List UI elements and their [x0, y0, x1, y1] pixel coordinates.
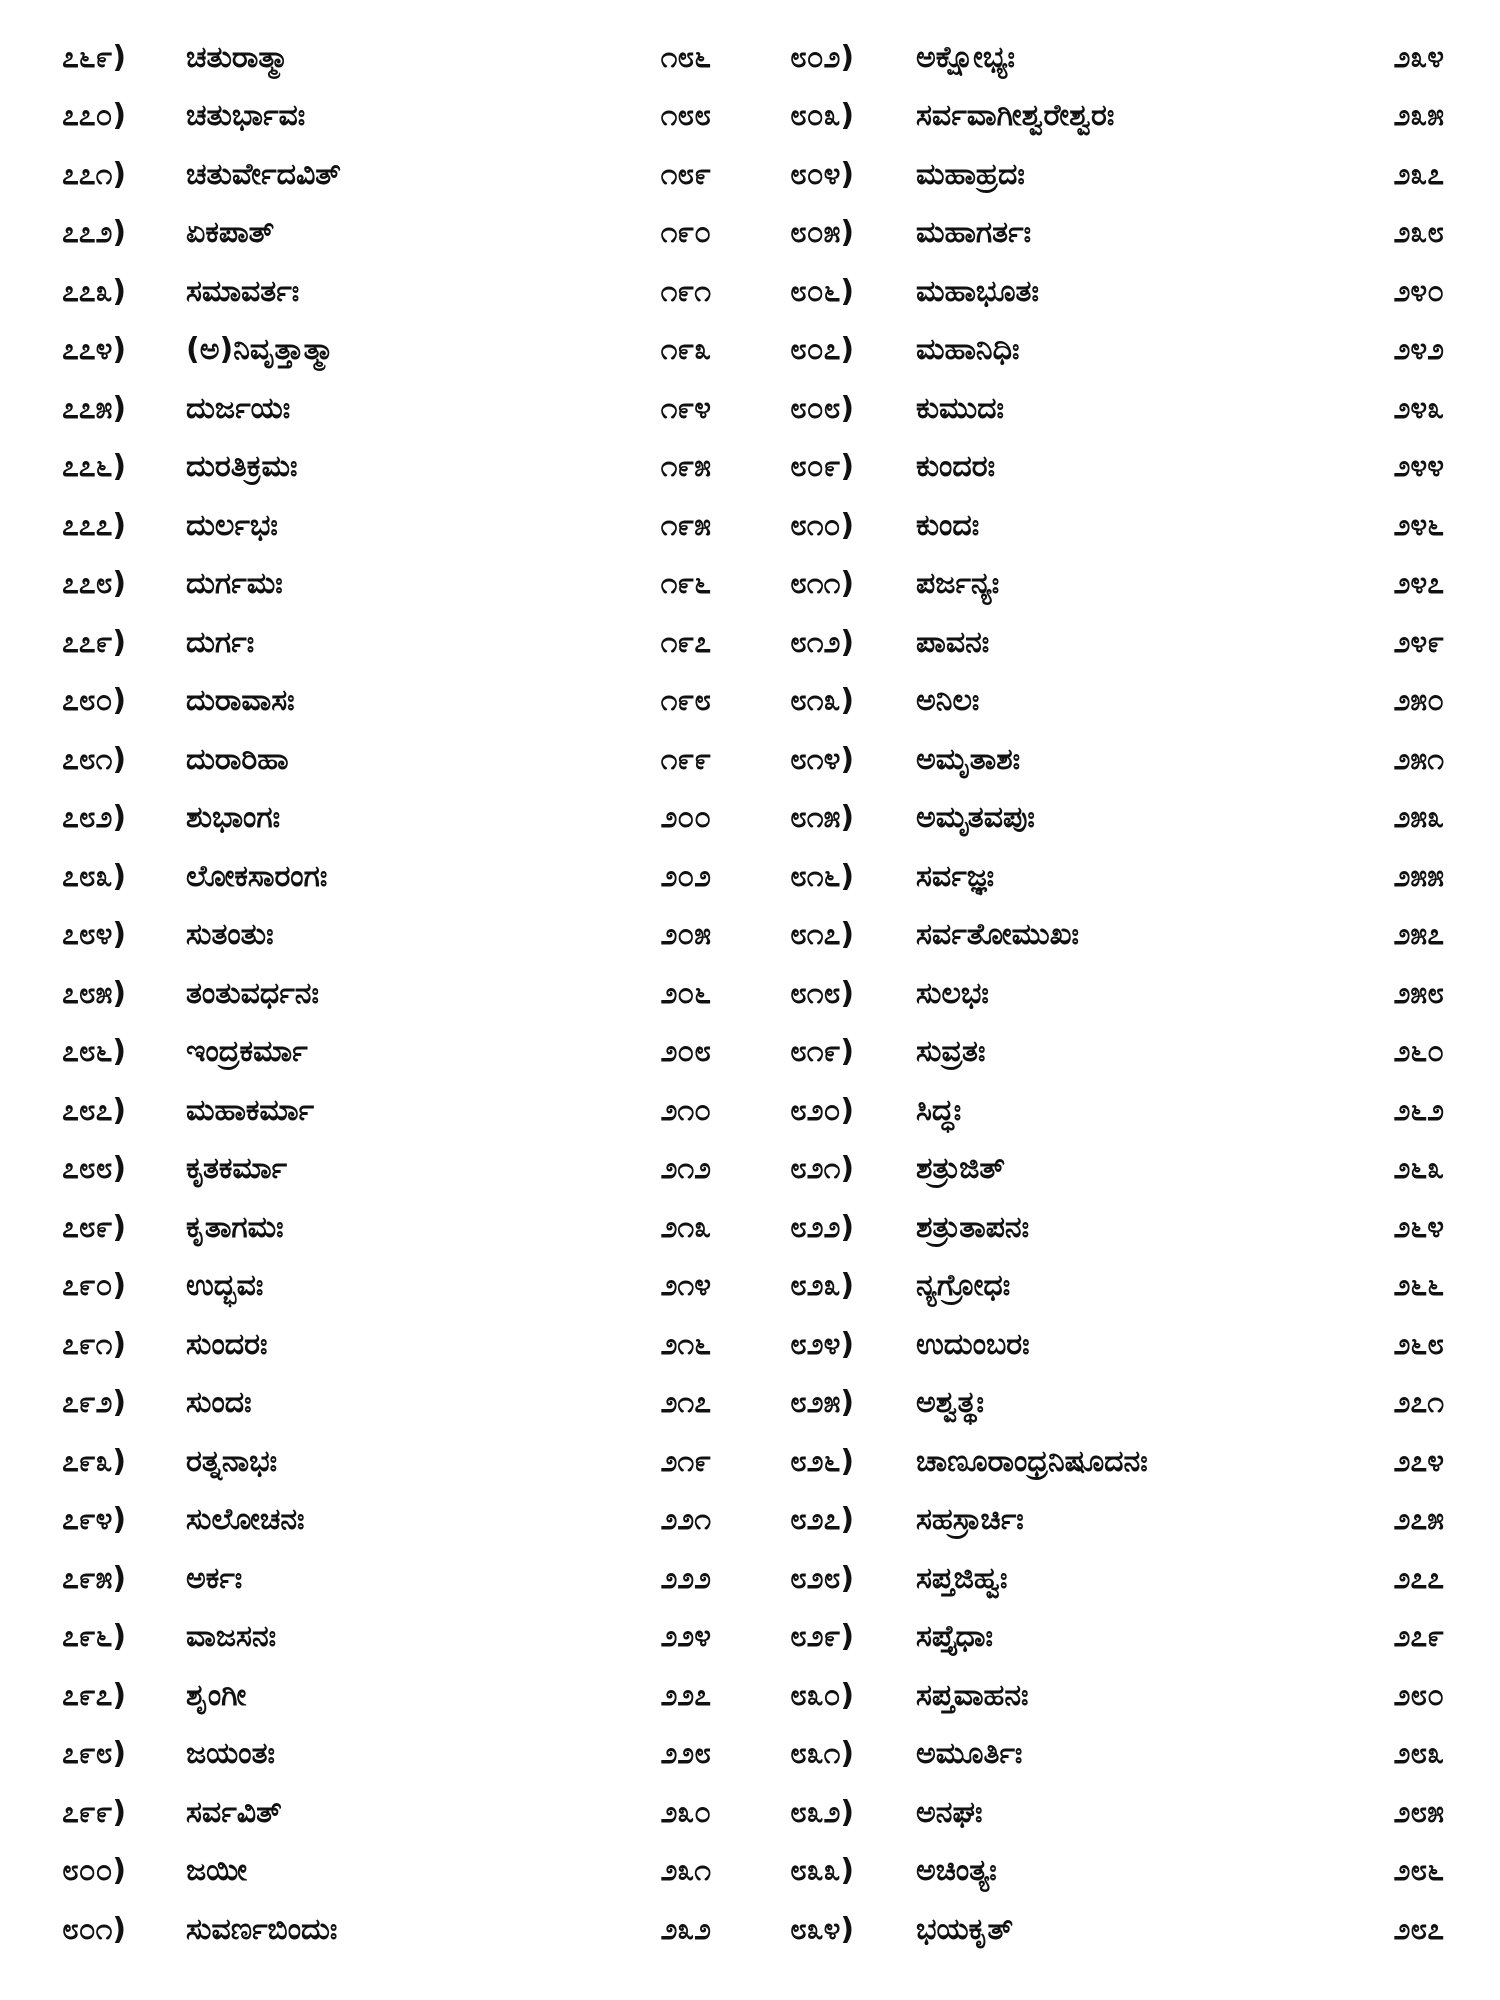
index-row — [62, 613, 742, 672]
index-row — [62, 1081, 742, 1140]
index-row — [790, 1783, 1460, 1842]
index-row — [62, 1198, 742, 1257]
index-row — [62, 1900, 742, 1959]
entry-number: ೭೯೪) — [62, 1502, 127, 1538]
entry-name: ಜಯೀ — [186, 1853, 248, 1889]
index-row — [62, 1666, 742, 1725]
entry-name: ಶತ್ರುತಾಪನಃ — [916, 1209, 1030, 1245]
entry-name: ಸಪ್ತೈಧಾಃ — [916, 1619, 993, 1655]
page-number: ೧೯೫ — [660, 507, 711, 543]
entry-number: ೭೮೦) — [62, 683, 127, 719]
entry-number: ೮೧೯) — [790, 1034, 855, 1070]
entry-number: ೭೮೫) — [62, 975, 127, 1011]
page-number: ೨೬೪ — [1393, 1209, 1444, 1245]
entry-name: ಪರ್ಜನ್ಯಃ — [916, 566, 1000, 602]
entry-name: ದುರ್ಗಃ — [186, 624, 255, 660]
page-number: ೨೪೦ — [1393, 273, 1444, 309]
entry-number: ೭೭೯) — [62, 624, 127, 660]
entry-name: ಸುಂದರಃ — [186, 1326, 268, 1362]
entry-number: ೭೮೮) — [62, 1151, 127, 1187]
page-number: ೨೬೦ — [1393, 1034, 1444, 1070]
entry-number: ೮೨೧) — [790, 1151, 855, 1187]
entry-name: ತಂತುವರ್ಧನಃ — [186, 975, 319, 1011]
entry-name: ಲೋಕಸಾರಂಗಃ — [186, 858, 328, 894]
entry-number: ೭೬೯) — [62, 39, 127, 75]
entry-number: ೮೧೬) — [790, 858, 855, 894]
page-number: ೨೩೨ — [660, 1911, 711, 1947]
page-number: ೨೭೭ — [1393, 1560, 1444, 1596]
page-number: ೧೯೮ — [660, 683, 711, 719]
page-number: ೨೫೭ — [1393, 917, 1444, 953]
entry-number: ೮೦೭) — [790, 332, 855, 368]
entry-name: ದುರಾವಾಸಃ — [186, 683, 295, 719]
page-number: ೨೪೩ — [1393, 390, 1444, 426]
entry-number: ೭೭೬) — [62, 449, 127, 485]
entry-number: ೮೨೯) — [790, 1619, 855, 1655]
index-row — [790, 1315, 1460, 1374]
entry-name: ಶೃಂಗೀ — [186, 1677, 247, 1713]
entry-name: ಇಂದ್ರಕರ್ಮಾ — [186, 1034, 308, 1070]
right-column — [790, 28, 1460, 1959]
index-row — [790, 1198, 1460, 1257]
page-number: ೨೨೨ — [660, 1560, 711, 1596]
entry-name: ಸರ್ವವಿತ್ — [186, 1794, 282, 1830]
index-row — [790, 321, 1460, 380]
entry-name: ಕೃತಾಗಮಃ — [186, 1209, 284, 1245]
entry-name: ದುರತಿಕ್ರಮಃ — [186, 449, 298, 485]
entry-number: ೮೨೪) — [790, 1326, 855, 1362]
index-row — [62, 1549, 742, 1608]
entry-name: ಕುಂದಃ — [916, 507, 980, 543]
index-row — [62, 1257, 742, 1316]
entry-number: ೮೧೧) — [790, 566, 855, 602]
index-row — [790, 1608, 1460, 1667]
entry-name: ಮಹಾಹ್ರದಃ — [916, 156, 1025, 192]
entry-name: ಸರ್ವಜ್ಞಃ — [916, 858, 995, 894]
entry-number: ೮೩೩) — [790, 1853, 855, 1889]
entry-name: ಸಪ್ತವಾಹನಃ — [916, 1677, 1029, 1713]
entry-number: ೮೧೮) — [790, 975, 855, 1011]
entry-number: ೮೨೨) — [790, 1209, 855, 1245]
entry-number: ೭೯೮) — [62, 1736, 127, 1772]
entry-number: ೮೨೬) — [790, 1443, 855, 1479]
entry-name: ಅಮೃತವಪುಃ — [916, 800, 1035, 836]
entry-number: ೭೯೬) — [62, 1619, 127, 1655]
entry-name: ಉದುಂಬರಃ — [916, 1326, 1030, 1362]
index-row — [62, 555, 742, 614]
entry-number: ೭೭೩) — [62, 273, 127, 309]
page-number: ೧೯೬ — [660, 566, 711, 602]
entry-number: ೮೨೮) — [790, 1560, 855, 1596]
entry-name: ಚಾಣೂರಾಂಧ್ರನಿಷೂದನಃ — [916, 1443, 1148, 1479]
index-row — [790, 730, 1460, 789]
index-row — [62, 145, 742, 204]
entry-number: ೭೮೬) — [62, 1034, 127, 1070]
left-column — [62, 28, 742, 1959]
index-row — [790, 1432, 1460, 1491]
page-number: ೨೩೧ — [660, 1853, 711, 1889]
page-number: ೧೯೦ — [660, 215, 711, 251]
index-row — [62, 1783, 742, 1842]
index-row — [790, 1374, 1460, 1433]
page-number: ೨೮೩ — [1393, 1736, 1444, 1772]
entry-number: ೭೮೯) — [62, 1209, 127, 1245]
index-row — [790, 204, 1460, 263]
index-row — [790, 1140, 1460, 1199]
entry-name: ದುರ್ಜಯಃ — [186, 390, 291, 426]
page-number: ೨೮೫ — [1393, 1794, 1444, 1830]
index-row — [62, 1140, 742, 1199]
entry-number: ೮೦೦) — [62, 1853, 127, 1889]
page-number: ೨೧೭ — [660, 1385, 711, 1421]
entry-number: ೮೩೦) — [790, 1677, 855, 1713]
index-row — [62, 964, 742, 1023]
entry-number: ೭೭೪) — [62, 332, 127, 368]
index-row — [62, 1491, 742, 1550]
page-number: ೨೩೦ — [660, 1794, 711, 1830]
page-number: ೨೬೩ — [1393, 1151, 1444, 1187]
entry-name: ಸಮಾವರ್ತಃ — [186, 273, 300, 309]
index-row — [62, 87, 742, 146]
page-number: ೨೭೪ — [1393, 1443, 1444, 1479]
entry-number: ೭೮೭) — [62, 1092, 127, 1128]
page-number: ೨೫೫ — [1393, 858, 1444, 894]
entry-number: ೭೯೫) — [62, 1560, 127, 1596]
page-number: ೧೮೬ — [660, 39, 711, 75]
index-row — [62, 321, 742, 380]
index-row — [790, 613, 1460, 672]
index-row — [62, 379, 742, 438]
entry-name: ಅಚಿಂತ್ಯಃ — [916, 1853, 997, 1889]
index-row — [62, 1023, 742, 1082]
entry-number: ೮೧೫) — [790, 800, 855, 836]
index-row — [790, 906, 1460, 965]
page-number: ೨೭೧ — [1393, 1385, 1444, 1421]
entry-name: ಕೃತಕರ್ಮಾ — [186, 1151, 288, 1187]
index-row — [790, 1842, 1460, 1901]
entry-number: ೭೮೩) — [62, 858, 127, 894]
entry-number: ೮೦೨) — [790, 39, 855, 75]
entry-name: ಜಯಂತಃ — [186, 1736, 275, 1772]
index-row — [790, 262, 1460, 321]
index-row — [62, 262, 742, 321]
entry-name: ದುರ್ಗಮಃ — [186, 566, 283, 602]
page-number: ೨೩೪ — [1393, 39, 1444, 75]
page-number: ೨೪೯ — [1393, 624, 1444, 660]
index-row — [62, 1842, 742, 1901]
index-row — [790, 1549, 1460, 1608]
entry-number: ೮೧೩) — [790, 683, 855, 719]
page-number: ೨೫೮ — [1393, 975, 1444, 1011]
page-number: ೨೫೧ — [1393, 741, 1444, 777]
page-number: ೨೧೨ — [660, 1151, 711, 1187]
entry-number: ೮೩೨) — [790, 1794, 855, 1830]
index-row — [790, 1491, 1460, 1550]
entry-number: ೮೨೦) — [790, 1092, 855, 1128]
entry-name: ಚತುರ್ಭಾವಃ — [186, 98, 306, 134]
page-number: ೧೯೫ — [660, 449, 711, 485]
index-row — [62, 28, 742, 87]
entry-name: ಅನಘಃ — [916, 1794, 983, 1830]
page-number: ೧೯೩ — [660, 332, 711, 368]
entry-name: ಮಹಾಭೂತಃ — [916, 273, 1039, 309]
entry-number: ೭೭೫) — [62, 390, 127, 426]
page-number: ೨೬೬ — [1393, 1268, 1444, 1304]
index-row — [62, 1432, 742, 1491]
entry-name: ಸಿದ್ಧಃ — [916, 1092, 962, 1128]
entry-number: ೭೯೨) — [62, 1385, 127, 1421]
entry-number: ೮೨೭) — [790, 1502, 855, 1538]
page-number: ೧೯೯ — [660, 741, 711, 777]
index-row — [790, 1725, 1460, 1784]
index-row — [790, 379, 1460, 438]
entry-number: ೭೭೧) — [62, 156, 127, 192]
page-number: ೨೮೬ — [1393, 1853, 1444, 1889]
index-row — [62, 906, 742, 965]
index-row — [790, 438, 1460, 497]
index-row — [62, 1608, 742, 1667]
entry-name: ಏಕಪಾತ್ — [186, 215, 275, 251]
page-number: ೨೫೩ — [1393, 800, 1444, 836]
entry-name: ಮಹಾಗರ್ತಃ — [916, 215, 1032, 251]
entry-name: ಮಹಾಕರ್ಮಾ — [186, 1092, 315, 1128]
page-number: ೨೦೦ — [660, 800, 711, 836]
index-row — [790, 496, 1460, 555]
index-row — [62, 730, 742, 789]
index-row — [790, 1666, 1460, 1725]
entry-name: ಅಕ್ಷೋಭ್ಯಃ — [916, 39, 1015, 75]
entry-number: ೭೮೨) — [62, 800, 127, 836]
entry-number: ೮೦೮) — [790, 390, 855, 426]
page-number: ೨೮೭ — [1393, 1911, 1444, 1947]
entry-name: ಅಮೃತಾಶಃ — [916, 741, 1021, 777]
entry-name: ನ್ಯಗ್ರೋಧಃ — [916, 1268, 1011, 1304]
entry-name: ಚತುರ್ವೇದವಿತ್ — [186, 156, 341, 192]
index-row — [790, 1023, 1460, 1082]
page-number: ೨೧೩ — [660, 1209, 711, 1245]
entry-number: ೭೯೦) — [62, 1268, 127, 1304]
page-number: ೨೦೮ — [660, 1034, 711, 1070]
entry-number: ೭೯೩) — [62, 1443, 127, 1479]
page-number: ೧೯೭ — [660, 624, 711, 660]
page-number: ೨೪೪ — [1393, 449, 1444, 485]
entry-number: ೭೯೭) — [62, 1677, 127, 1713]
entry-number: ೮೦೯) — [790, 449, 855, 485]
index-row — [62, 1374, 742, 1433]
entry-number: ೮೧೦) — [790, 507, 855, 543]
entry-number: ೮೩೧) — [790, 1736, 855, 1772]
entry-number: ೭೮೧) — [62, 741, 127, 777]
entry-number: ೮೧೪) — [790, 741, 855, 777]
entry-name: ವಾಜಸನಃ — [186, 1619, 277, 1655]
entry-name: ಭಯಕೃತ್ — [916, 1911, 1014, 1947]
page-number: ೧೯೪ — [660, 390, 711, 426]
entry-name: ಕುಂದರಃ — [916, 449, 996, 485]
entry-name: ಅರ್ಕಃ — [186, 1560, 243, 1596]
entry-number: ೮೧೭) — [790, 917, 855, 953]
page-number: ೨೭೫ — [1393, 1502, 1444, 1538]
entry-number: ೮೦೪) — [790, 156, 855, 192]
entry-name: ಚತುರಾತ್ಮಾ — [186, 39, 289, 75]
entry-number: ೭೯೯) — [62, 1794, 127, 1830]
page-number: ೨೪೭ — [1393, 566, 1444, 602]
entry-name: ಶತ್ರುಜಿತ್ — [916, 1151, 1005, 1187]
index-row — [62, 204, 742, 263]
entry-name: ಸುತಂತುಃ — [186, 917, 274, 953]
entry-name: ಅನಿಲಃ — [916, 683, 980, 719]
entry-name: ಸುಲೋಚನಃ — [186, 1502, 305, 1538]
entry-name: ಸಹಸ್ರಾರ್ಚಿಃ — [916, 1502, 1024, 1538]
index-row — [62, 1725, 742, 1784]
entry-number: ೮೨೩) — [790, 1268, 855, 1304]
page-number: ೨೦೨ — [660, 858, 711, 894]
index-row — [790, 1081, 1460, 1140]
index-row — [790, 87, 1460, 146]
entry-number: ೮೦೩) — [790, 98, 855, 134]
page-number: ೨೪೨ — [1393, 332, 1444, 368]
index-row — [790, 28, 1460, 87]
index-row — [62, 847, 742, 906]
entry-number: ೭೭೨) — [62, 215, 127, 251]
page-number: ೨೧೬ — [660, 1326, 711, 1362]
page-number: ೨೨೭ — [660, 1677, 711, 1713]
entry-name: ಸುವರ್ಣಬಿಂದುಃ — [186, 1911, 338, 1947]
index-row — [62, 496, 742, 555]
page-number: ೨೫೦ — [1393, 683, 1444, 719]
entry-number: ೮೧೨) — [790, 624, 855, 660]
index-row — [790, 789, 1460, 848]
entry-name: ಸರ್ವತೋಮುಖಃ — [916, 917, 1079, 953]
entry-name: ಸುವ್ರತಃ — [916, 1034, 986, 1070]
entry-number: ೮೩೪) — [790, 1911, 855, 1947]
entry-number: ೮೨೫) — [790, 1385, 855, 1421]
page-number: ೨೬೮ — [1393, 1326, 1444, 1362]
entry-number: ೮೦೧) — [62, 1911, 127, 1947]
entry-number: ೭೯೧) — [62, 1326, 127, 1362]
index-row — [790, 145, 1460, 204]
entry-number: ೭೭೮) — [62, 566, 127, 602]
page-number: ೨೩೫ — [1393, 98, 1444, 134]
page-number: ೧೮೮ — [660, 98, 711, 134]
index-row — [790, 1900, 1460, 1959]
entry-name: ಉದ್ಭವಃ — [186, 1268, 264, 1304]
entry-name: ಕುಮುದಃ — [916, 390, 1004, 426]
entry-number: ೭೭೦) — [62, 98, 127, 134]
entry-name: ಮಹಾನಿಧಿಃ — [916, 332, 1020, 368]
entry-name: ಶುಭಾಂಗಃ — [186, 800, 281, 836]
index-row — [62, 1315, 742, 1374]
entry-number: ೭೮೪) — [62, 917, 127, 953]
page-number: ೨೧೦ — [660, 1092, 711, 1128]
entry-number: ೮೦೫) — [790, 215, 855, 251]
page-number: ೨೦೬ — [660, 975, 711, 1011]
page-number: ೧೯೧ — [660, 273, 711, 309]
entry-name: ದುರ್ಲಭಃ — [186, 507, 278, 543]
page-number: ೨೧೪ — [660, 1268, 711, 1304]
entry-number: ೭೭೭) — [62, 507, 127, 543]
index-row — [62, 789, 742, 848]
page-number: ೨೦೫ — [660, 917, 711, 953]
page-number: ೨೪೬ — [1393, 507, 1444, 543]
page-number: ೨೨೧ — [660, 1502, 711, 1538]
index-row — [790, 555, 1460, 614]
entry-number: ೮೦೬) — [790, 273, 855, 309]
page-number: ೨೮೦ — [1393, 1677, 1444, 1713]
index-row — [790, 1257, 1460, 1316]
page-number: ೨೬೨ — [1393, 1092, 1444, 1128]
page-number: ೧೮೯ — [660, 156, 711, 192]
page-number: ೨೩೭ — [1393, 156, 1444, 192]
page-number: ೨೧೯ — [660, 1443, 711, 1479]
entry-name: ಸಪ್ತಜಿಹ್ವಃ — [916, 1560, 1008, 1596]
page-number: ೨೨೮ — [660, 1736, 711, 1772]
entry-name: ದುರಾರಿಹಾ — [186, 741, 289, 777]
entry-name: ಸುಂದಃ — [186, 1385, 252, 1421]
entry-name: ಸುಲಭಃ — [916, 975, 989, 1011]
entry-name: ರತ್ನನಾಭಃ — [186, 1443, 278, 1479]
page-number: ೨೭೯ — [1393, 1619, 1444, 1655]
entry-name: ಸರ್ವವಾಗೀಶ್ವರೇಶ್ವರಃ — [916, 98, 1115, 134]
index-row — [62, 672, 742, 731]
page-number: ೨೨೪ — [660, 1619, 711, 1655]
entry-name: ಪಾವನಃ — [916, 624, 990, 660]
entry-name: ಅಶ್ವತ್ಥಃ — [916, 1385, 984, 1421]
page-number: ೨೩೮ — [1393, 215, 1444, 251]
entry-name: ಅಮೂರ್ತಿಃ — [916, 1736, 1023, 1772]
entry-name: (ಅ)ನಿವೃತ್ತಾತ್ಮಾ — [186, 332, 335, 368]
index-row — [790, 672, 1460, 731]
index-row — [790, 847, 1460, 906]
index-row — [790, 964, 1460, 1023]
index-row — [62, 438, 742, 497]
